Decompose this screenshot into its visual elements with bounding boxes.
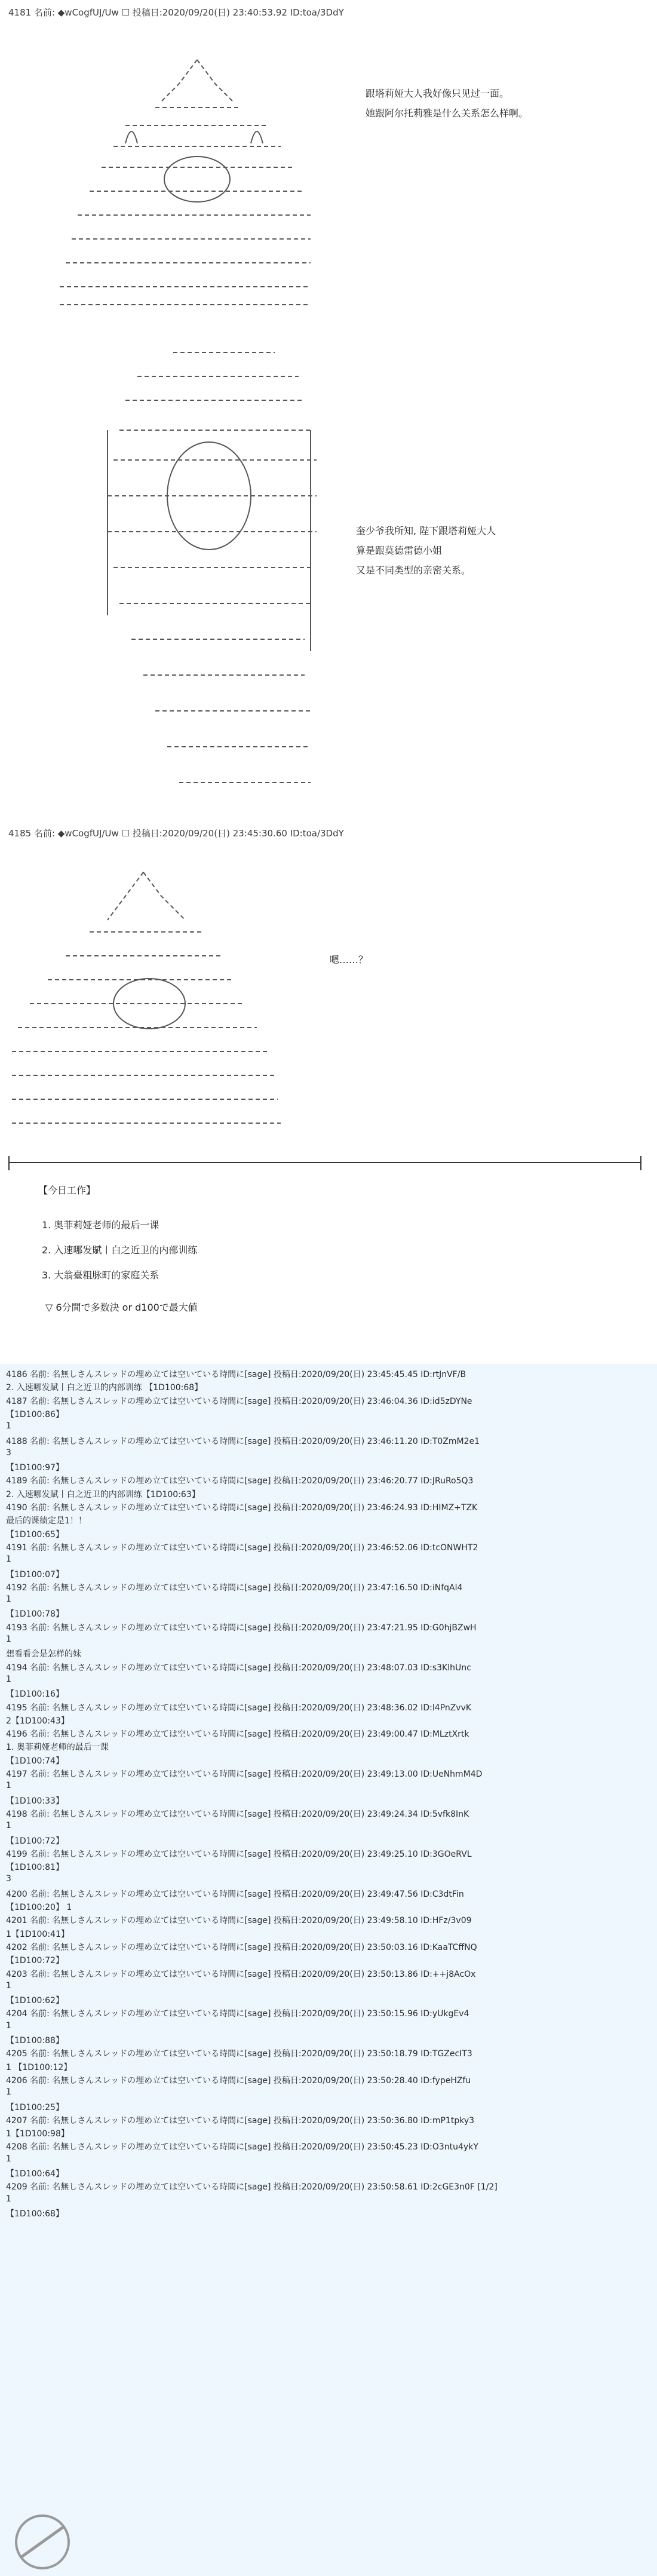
reply-line: 【1D100:07】 bbox=[6, 1569, 64, 1580]
reply-line: 3 bbox=[6, 1874, 11, 1884]
reply-line: 4195 名前: 名無しさんスレッドの埋め立ては空いている時間に[sage] 投稿日:2020/09/20(日) 23:48:36.02 ID:l4PnZvvK bbox=[6, 1703, 472, 1713]
reply-line: 【1D100:16】 bbox=[6, 1689, 64, 1700]
reply-line: 1. 奥菲莉娅老师的最后一课 bbox=[6, 1743, 109, 1753]
reply-line: 2【1D100:43】 bbox=[6, 1716, 69, 1726]
reply-line: 【1D100:68】 bbox=[6, 2209, 64, 2219]
reply-line: 2. 入速哪发賦丨白之近卫的内部训练【1D100:63】 bbox=[6, 1489, 200, 1499]
reply-line: 【1D100:33】 bbox=[6, 1796, 64, 1806]
reply-line: 2. 入速哪发賦丨白之近卫的内部训练 【1D100:68】 bbox=[6, 1383, 203, 1393]
reply-line: 4196 名前: 名無しさんスレッドの埋め立ては空いている時間に[sage] 投稿日:2020/09/20(日) 23:49:00.47 ID:MLztXrtk bbox=[6, 1729, 469, 1740]
reply-line: 【1D100:25】 bbox=[6, 2102, 64, 2112]
reply-line: 4202 名前: 名無しさんスレッドの埋め立ては空いている時間に[sage] 投稿日:2020/09/20(日) 23:50:03.16 ID:KaaTCffNQ bbox=[6, 1942, 477, 1952]
divider-end-left bbox=[8, 1156, 10, 1170]
reply-line: 4189 名前: 名無しさんスレッドの埋め立ては空いている時間に[sage] 投稿日:2020/09/20(日) 23:46:20.77 ID:JRuRo5Q3 bbox=[6, 1476, 474, 1486]
reply-line: 【1D100:78】 bbox=[6, 1609, 64, 1620]
reply-line: 4200 名前: 名無しさんスレッドの埋め立ては空いている時間に[sage] 投稿日:2020/09/20(日) 23:49:47.56 ID:C3dtFin bbox=[6, 1889, 464, 1899]
reply-line: 4204 名前: 名無しさんスレッドの埋め立ては空いている時間に[sage] 投稿日:2020/09/20(日) 23:50:15.96 ID:yUkgEv4 bbox=[6, 2009, 469, 2019]
divider-end-right bbox=[640, 1156, 641, 1170]
reply-line: 4201 名前: 名無しさんスレッドの埋め立ては空いている時間に[sage] 投稿日:2020/09/20(日) 23:49:58.10 ID:HFz/3v09 bbox=[6, 1916, 472, 1926]
reply-line: 4194 名前: 名無しさんスレッドの埋め立ては空いている時間に[sage] 投稿日:2020/09/20(日) 23:48:07.03 ID:s3KlhUnc bbox=[6, 1663, 471, 1673]
reply-line: 1 bbox=[6, 1821, 11, 1831]
watermark-logo bbox=[10, 2509, 75, 2575]
ascii-art-character bbox=[36, 48, 311, 311]
speech-lines bbox=[366, 84, 528, 123]
reply-line: 【1D100:20】 1 bbox=[6, 1903, 72, 1912]
speech-line: 跟塔莉娅大人我好像只见过一面。 bbox=[366, 88, 509, 99]
reply-line: 1 【1D100:12】 bbox=[6, 2062, 72, 2072]
speech-lines bbox=[356, 521, 496, 580]
reply-line: 4187 名前: 名無しさんスレッドの埋め立ては空いている時間に[sage] 投稿日:2020/09/20(日) 23:46:04.36 ID:id5zDYNe bbox=[6, 1396, 472, 1406]
reply-line: 【1D100:72】 bbox=[6, 1956, 64, 1966]
task-item: 2. 入速哪发賦丨白之近卫的内部训练 bbox=[42, 1244, 198, 1256]
reply-line: 【1D100:97】 bbox=[6, 1463, 64, 1473]
post-header: 4185 名前: ◆wCogfUJ/Uw ☐ 投稿日:2020/09/20(日) 23:45:30.60 ID:toa/3DdY bbox=[8, 828, 344, 839]
reply-line: 4205 名前: 名無しさんスレッドの埋め立ては空いている時間に[sage] 投稿日:2020/09/20(日) 23:50:18.79 ID:TGZecIT3 bbox=[6, 2049, 472, 2059]
reply-line: 4193 名前: 名無しさんスレッドの埋め立ては空いている時間に[sage] 投稿日:2020/09/20(日) 23:47:21.95 ID:G0hjBZwH bbox=[6, 1623, 477, 1633]
speech-line: 算是跟莫德雷德小姐 bbox=[356, 545, 443, 556]
reply-line: 4191 名前: 名無しさんスレッドの埋め立ては空いている時間に[sage] 投稿日:2020/09/20(日) 23:46:52.06 ID:tcONWHT2 bbox=[6, 1542, 478, 1553]
reply-line: 4198 名前: 名無しさんスレッドの埋め立ては空いている時間に[sage] 投稿日:2020/09/20(日) 23:49:24.34 ID:5vfk8InK bbox=[6, 1809, 469, 1819]
speech-lines bbox=[330, 950, 368, 970]
reply-line: 【1D100:72】 bbox=[6, 1836, 64, 1846]
reply-line: 【1D100:86】 bbox=[6, 1409, 64, 1419]
reply-line: 1 bbox=[6, 1980, 11, 1991]
reply-line: 【1D100:74】 bbox=[6, 1756, 64, 1766]
reply-line: 【1D100:81】 bbox=[6, 1863, 64, 1873]
reply-line: 1 bbox=[6, 1781, 11, 1791]
reply-line: 【1D100:62】 bbox=[6, 1996, 64, 2006]
speech-line: 她跟阿尔托莉雅是什么关系怎么样啊。 bbox=[366, 108, 529, 119]
speech-line: 嗯……？ bbox=[330, 954, 369, 965]
reply-line: 4203 名前: 名無しさんスレッドの埋め立ては空いている時間に[sage] 投稿日:2020/09/20(日) 23:50:13.86 ID:++j8AcOx bbox=[6, 1969, 476, 1979]
reply-line: 想看看会是怎样的妹 bbox=[6, 1649, 81, 1660]
reply-line: 1 bbox=[6, 1421, 11, 1431]
post-header: 4181 名前: ◆wCogfUJ/Uw ☐ 投稿日:2020/09/20(日) 23:40:53.92 ID:toa/3DdY bbox=[8, 7, 344, 18]
reply-line: 【1D100:88】 bbox=[6, 2036, 64, 2046]
reply-line: 4208 名前: 名無しさんスレッドの埋め立ては空いている時間に[sage] 投稿日:2020/09/20(日) 23:50:45.23 ID:O3ntu4ykY bbox=[6, 2142, 478, 2152]
reply-line: 1 bbox=[6, 1674, 11, 1684]
speech-line: 又是不同类型的亲密关系。 bbox=[356, 565, 471, 576]
reply-line: 4209 名前: 名無しさんスレッドの埋め立ては空いている時間に[sage] 投稿日:2020/09/20(日) 23:50:58.61 ID:2cGE3n0F [1/2] bbox=[6, 2182, 498, 2192]
reply-line: 3 bbox=[6, 1448, 11, 1458]
speech-line: 奎少爷我所知, 陛下跟塔莉娅大人 bbox=[356, 525, 496, 536]
reply-line: 最后的课绩定是1！！ bbox=[6, 1516, 87, 1526]
task-title: 【今日工作】 bbox=[38, 1185, 96, 1196]
reply-line: 1 bbox=[6, 2087, 11, 2097]
ascii-art-character bbox=[6, 860, 281, 1141]
reply-line: 4207 名前: 名無しさんスレッドの埋め立ては空いている時間に[sage] 投稿日:2020/09/20(日) 23:50:36.80 ID:mP1tpky3 bbox=[6, 2115, 475, 2126]
reply-line: 1 bbox=[6, 1634, 11, 1644]
reply-line: 4186 名前: 名無しさんスレッドの埋め立ては空いている時間に[sage] 投稿日:2020/09/20(日) 23:45:45.45 ID:rtJnVF/B bbox=[6, 1370, 466, 1379]
divider bbox=[8, 1162, 641, 1163]
task-item: 1. 奥菲莉娅老师的最后一课 bbox=[42, 1219, 159, 1231]
task-note: ▽ 6分間で多数決 or d100で最大値 bbox=[45, 1302, 198, 1313]
reply-line: 1 bbox=[6, 1554, 11, 1565]
reply-line: 1 bbox=[6, 2194, 11, 2204]
reply-line: 1 bbox=[6, 2154, 11, 2164]
reply-line: 1【1D100:41】 bbox=[6, 1929, 69, 1939]
reply-line: 1 bbox=[6, 1594, 11, 1605]
task-item: 3. 大翁臺粗脉町的家庭关系 bbox=[42, 1269, 159, 1281]
reply-line: 1 bbox=[6, 2020, 11, 2031]
reply-line: 【1D100:65】 bbox=[6, 1529, 64, 1540]
reply-line: 4192 名前: 名無しさんスレッドの埋め立ては空いている時間に[sage] 投稿日:2020/09/20(日) 23:47:16.50 ID:iNfqAl4 bbox=[6, 1583, 463, 1593]
reply-line: 【1D100:64】 bbox=[6, 2169, 64, 2179]
reply-line: 4197 名前: 名無しさんスレッドの埋め立ては空いている時間に[sage] 投稿日:2020/09/20(日) 23:49:13.00 ID:UeNhmM4D bbox=[6, 1770, 483, 1779]
reply-line: 1【1D100:98】 bbox=[6, 2129, 69, 2139]
reply-line: 4190 名前: 名無しさんスレッドの埋め立ては空いている時間に[sage] 投稿日:2020/09/20(日) 23:46:24.93 ID:HIMZ+TZK bbox=[6, 1503, 478, 1513]
reply-line: 4206 名前: 名無しさんスレッドの埋め立ては空いている時間に[sage] 投稿日:2020/09/20(日) 23:50:28.40 ID:fypeHZfu bbox=[6, 2075, 471, 2086]
reply-line: 4188 名前: 名無しさんスレッドの埋め立ては空いている時間に[sage] 投稿日:2020/09/20(日) 23:46:11.20 ID:T0ZmM2e1 bbox=[6, 1436, 480, 1446]
reply-line: 4199 名前: 名無しさんスレッドの埋め立ては空いている時間に[sage] 投稿日:2020/09/20(日) 23:49:25.10 ID:3GOeRVL bbox=[6, 1849, 472, 1859]
ascii-art-figure bbox=[72, 341, 323, 795]
